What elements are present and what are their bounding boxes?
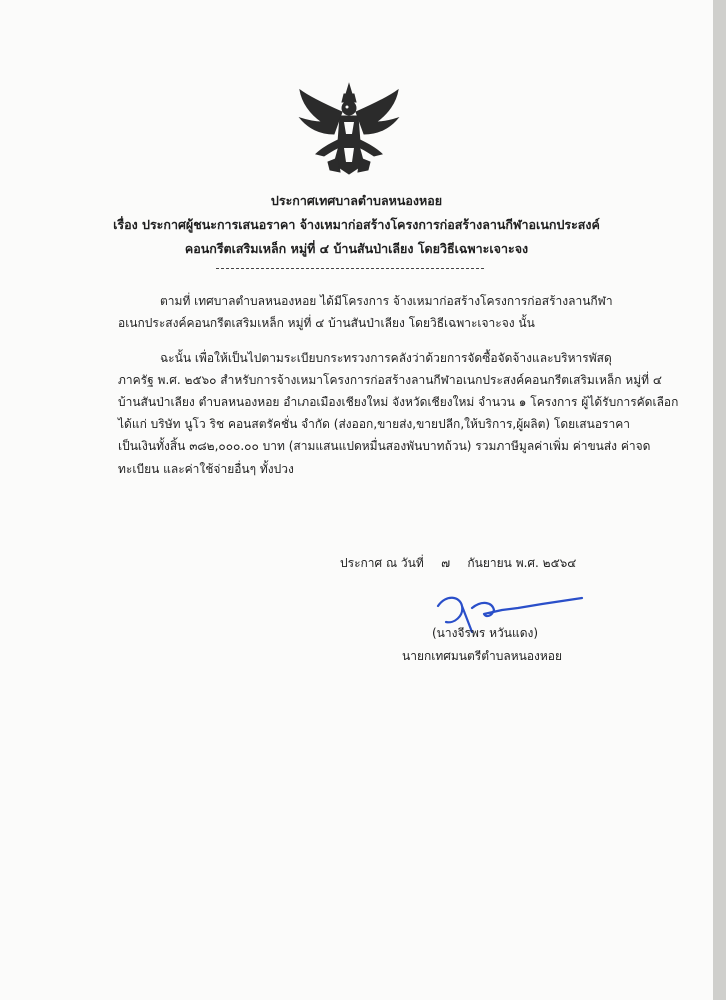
body-p1-line1: ตามที่ เทศบาลตำบลหนองหอย ได้มีโครงการ จ้างเหมาก่อสร้างโครงการก่อสร้างลานกีฬา (160, 294, 613, 308)
announce-prefix: ประกาศ ณ วันที่ (340, 556, 424, 570)
body-p2-line5: เป็นเงินทั้งสิ้น ๓๘๒,๐๐๐.๐๐ บาท (สามแสนแปดหมื่นสองพันบาทถ้วน) รวมภาษีมูลค่าเพิ่ม ค่าขนส่ง ค่าจด (118, 439, 651, 453)
header-subject-line2: คอนกรีตเสริมเหล็ก หมู่ที่ ๔ บ้านสันป่าเลียง โดยวิธีเฉพาะเจาะจง (184, 241, 529, 256)
header-divider (216, 268, 484, 269)
announce-month-year: กันยายน พ.ศ. ๒๕๖๔ (467, 556, 577, 570)
body-p2-line2: ภาครัฐ พ.ศ. ๒๕๖๐ สำหรับการจ้างเหมาโครงการก่อสร้างลานกีฬาอเนกประสงค์คอนกรีตเสริมเหล็ก หมู่ที่ ๔ (118, 373, 662, 387)
scan-edge (713, 0, 726, 1000)
signer-title: นายกเทศมนตรีตำบลหนองหอย (402, 649, 563, 663)
body-p1-line2: อเนกประสงค์คอนกรีตเสริมเหล็ก หมู่ที่ ๔ บ้านสันป่าเลียง โดยวิธีเฉพาะเจาะจง นั้น (118, 316, 535, 330)
header-subject-line1: เรื่อง ประกาศผู้ชนะการเสนอราคา จ้างเหมาก่อสร้างโครงการก่อสร้างลานกีฬาอเนกประสงค์ (113, 217, 600, 232)
signer-name: (นางจีรพร หวันแดง) (432, 626, 539, 640)
body-p2-line6: ทะเบียน และค่าใช้จ่ายอื่นๆ ทั้งปวง (118, 462, 294, 476)
body-p2-line3: บ้านสันป่าเลียง ตำบลหนองหอย อำเภอเมืองเชียงใหม่ จังหวัดเชียงใหม่ จำนวน ๑ โครงการ ผู้ได้รับการคัดเลือก (118, 395, 679, 409)
garuda-emblem-icon (294, 82, 404, 182)
announce-day: ๗ (441, 556, 451, 570)
header-org: ประกาศเทศบาลตำบลหนองหอย (270, 193, 443, 208)
announce-date (340, 554, 576, 573)
body-p2-line1: ฉะนั้น เพื่อให้เป็นไปตามระเบียบกระทรวงการคลังว่าด้วยการจัดซื้อจัดจ้างและบริหารพัสดุ (160, 351, 612, 365)
body-p2-line4: ได้แก่ บริษัท นูโว ริช คอนสตรัคชั่น จำกัด (ส่งออก,ขายส่ง,ขายปลีก,ให้บริการ,ผู้ผลิต) โดยเสนอราคา (118, 417, 630, 431)
